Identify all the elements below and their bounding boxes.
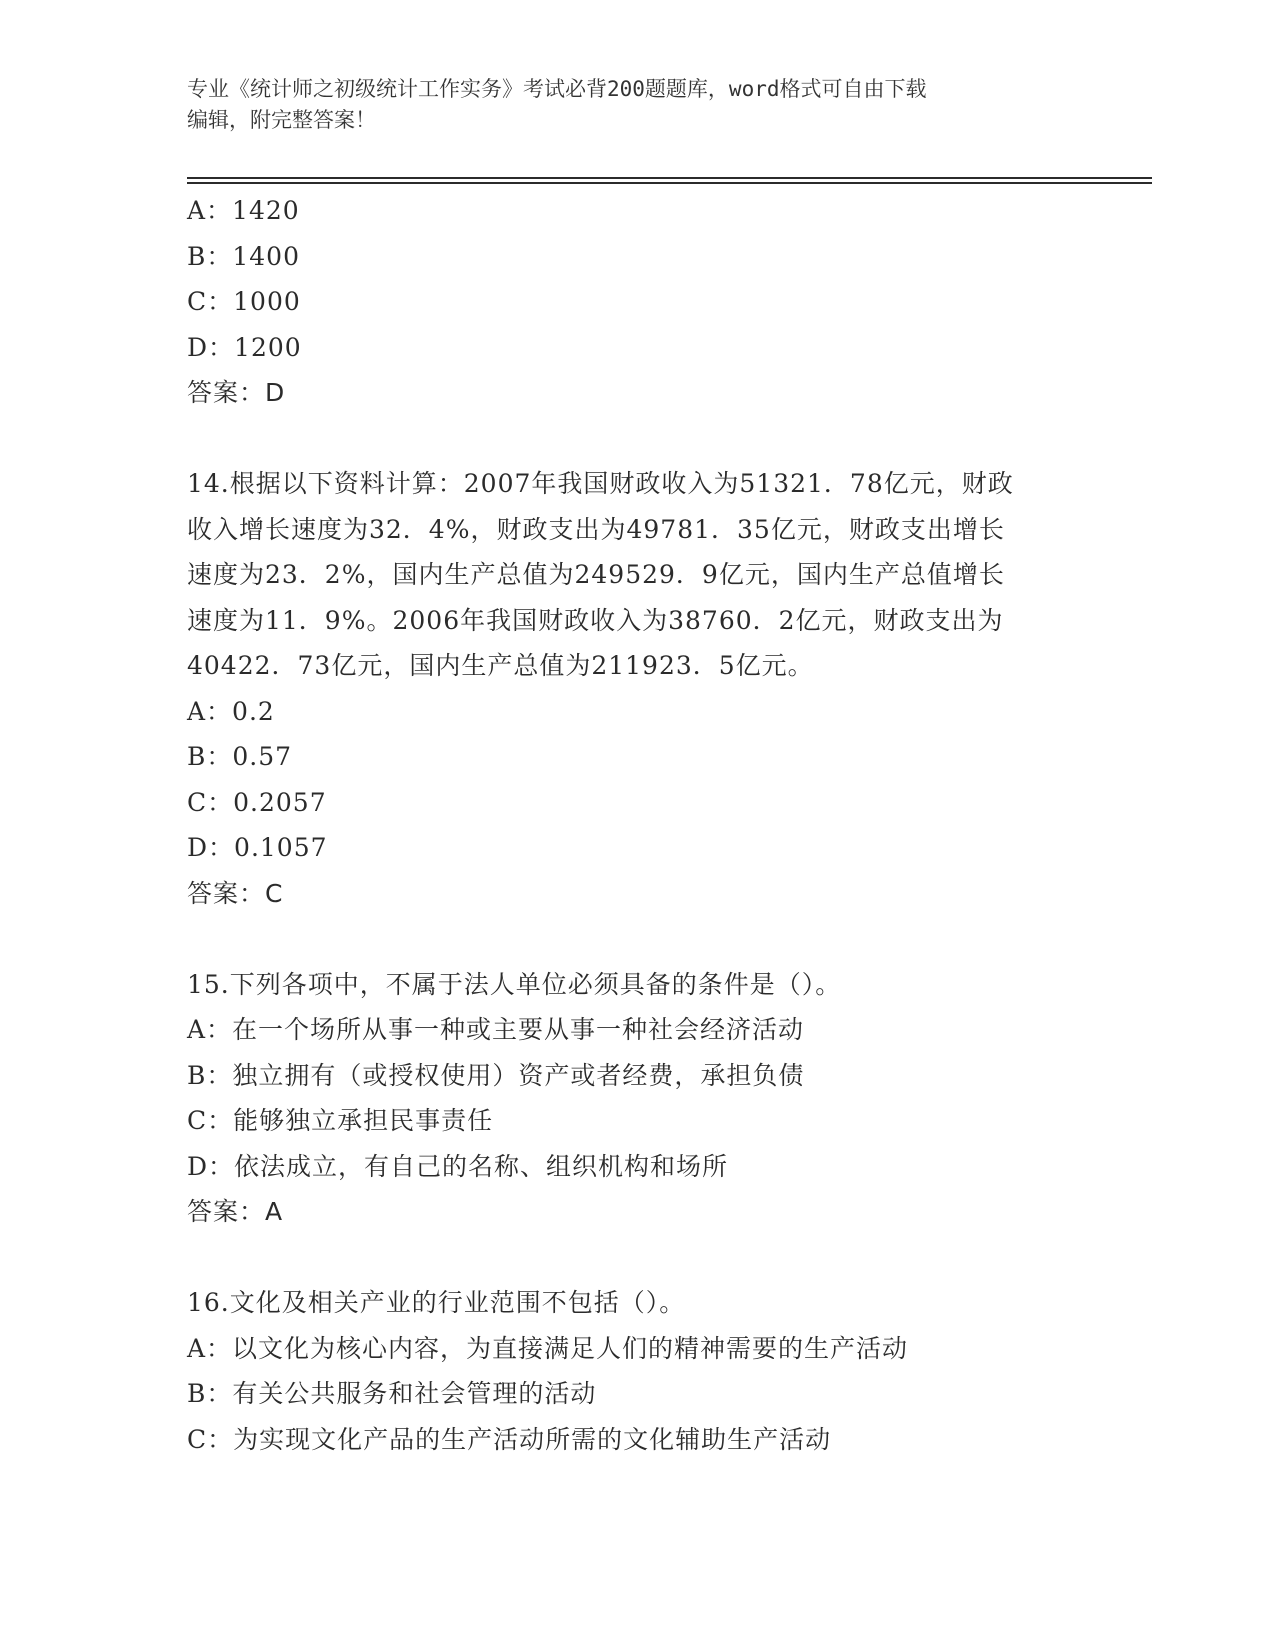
option-c: C：为实现文化产品的生产活动所需的文化辅助生产活动 bbox=[187, 1424, 832, 1454]
question-text-line: 速度为23．2%，国内生产总值为249529．9亿元，国内生产总值增长 bbox=[187, 560, 1005, 589]
question-16 bbox=[187, 1280, 1087, 1462]
question-15 bbox=[187, 962, 1087, 1235]
spacer bbox=[187, 916, 1087, 962]
question-text-line: 收入增长速度为32．4%，财政支出为49781．35亿元，财政支出增长 bbox=[187, 514, 1005, 544]
page-header bbox=[187, 74, 1067, 136]
answer: 答案：C bbox=[187, 878, 284, 908]
question-14 bbox=[187, 461, 1087, 916]
option-c: C：0.2057 bbox=[187, 787, 327, 817]
option-a: A：1420 bbox=[187, 196, 300, 225]
question-text-line: 40422．73亿元，国内生产总值为211923．5亿元。 bbox=[187, 651, 814, 680]
option-a: A：以文化为核心内容，为直接满足人们的精神需要的生产活动 bbox=[187, 1333, 909, 1363]
option-b: B：有关公共服务和社会管理的活动 bbox=[187, 1379, 597, 1408]
spacer bbox=[187, 1235, 1087, 1281]
option-c: C：1000 bbox=[187, 287, 301, 316]
answer: 答案：D bbox=[187, 378, 286, 407]
header-line-2: 编辑，附完整答案！ bbox=[187, 108, 376, 132]
question-text-line: 速度为11．9%。2006年我国财政收入为38760．2亿元，财政支出为 bbox=[187, 605, 1004, 635]
question-text: 15.下列各项中，不属于法人单位必须具备的条件是（）。 bbox=[187, 969, 842, 999]
option-c: C：能够独立承担民事责任 bbox=[187, 1106, 494, 1135]
option-d: D：0.1057 bbox=[187, 833, 328, 862]
option-a: A：0.2 bbox=[187, 696, 275, 726]
option-b: B：0.57 bbox=[187, 742, 293, 771]
question-text: 16.文化及相关产业的行业范围不包括（）。 bbox=[187, 1288, 686, 1317]
question-text-line: 14.根据以下资料计算：2007年我国财政收入为51321．78亿元，财政 bbox=[187, 469, 1014, 498]
option-a: A：在一个场所从事一种或主要从事一种社会经济活动 bbox=[187, 1015, 805, 1044]
question-content bbox=[187, 188, 1087, 1462]
option-b: B：1400 bbox=[187, 241, 300, 271]
header-line-1: 专业《统计师之初级统计工作实务》考试必背200题题库，word格式可自由下载 bbox=[187, 77, 927, 101]
option-b: B：独立拥有（或授权使用）资产或者经费，承担负债 bbox=[187, 1060, 805, 1090]
option-d: D：依法成立，有自己的名称、组织机构和场所 bbox=[187, 1151, 729, 1181]
answer: 答案：A bbox=[187, 1197, 284, 1226]
question-13 bbox=[187, 188, 1087, 416]
header-divider-bottom bbox=[187, 182, 1152, 184]
option-d: D：1200 bbox=[187, 332, 302, 362]
spacer bbox=[187, 416, 1087, 462]
header-divider-top bbox=[187, 177, 1152, 179]
